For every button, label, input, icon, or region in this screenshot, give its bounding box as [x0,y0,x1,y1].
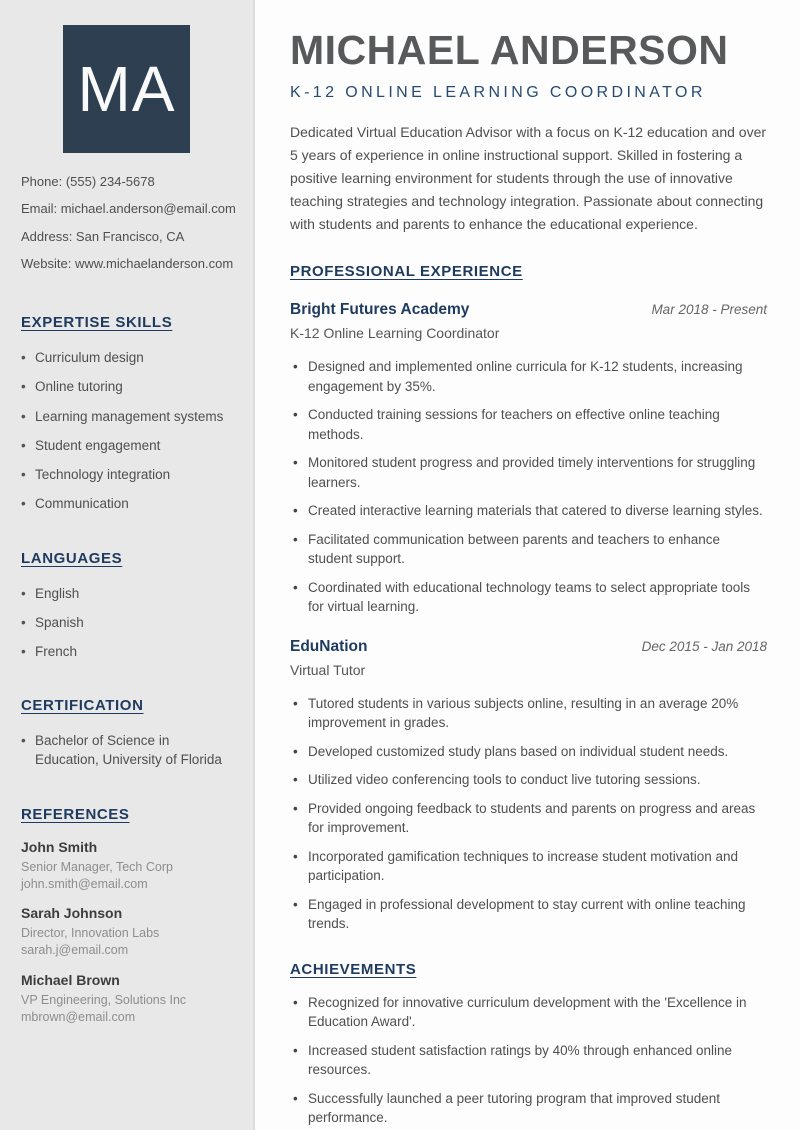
sidebar-heading-certification: CERTIFICATION [21,697,144,715]
certification-list [21,732,232,769]
candidate-title: K-12 ONLINE LEARNING COORDINATOR [290,84,706,101]
reference-name: John Smith [21,838,98,855]
language-item: • English [21,585,232,604]
job-bullet-list [290,357,767,617]
job-entry-edunation [290,638,767,934]
sidebar-heading-references: REFERENCES [21,805,130,823]
language-item: • French [21,643,232,662]
job-bullet: • Developed customized study plans based on individual student needs. [290,742,767,762]
sidebar-heading-languages: LANGUAGES [21,549,123,567]
reference-role: Senior Manager, Tech Corp [21,859,173,874]
skill-item: • Student engagement [21,437,232,456]
job-header [290,301,767,319]
job-bullet: • Conducted training sessions for teachers on effective online teaching methods. [290,405,767,444]
reference-entry [21,972,232,1026]
job-bullet: • Created interactive learning materials that catered to diverse learning styles. [290,501,767,521]
job-bullet-list [290,694,767,934]
job-bullet: • Utilized video conferencing tools to conduct live tutoring sessions. [290,770,767,790]
job-header [290,638,767,656]
company-name: EduNation [290,637,368,655]
contact-line: Website: www.michaelanderson.com [21,256,234,272]
certification-item: • Bachelor of Science in Education, University of Florida [21,732,232,769]
job-bullet: • Tutored students in various subjects online, resulting in an average 20% improvement in grades. [290,694,767,733]
reference-name: Michael Brown [21,972,120,989]
section-heading-professional-experience: PROFESSIONAL EXPERIENCE [290,263,523,280]
job-bullet: • Engaged in professional development to stay current with online teaching trends. [290,895,767,934]
contact-list [21,174,236,272]
job-role: K-12 Online Learning Coordinator [290,325,500,341]
skill-item: • Communication [21,495,232,514]
job-role: Virtual Tutor [290,661,366,678]
reference-name: Sarah Johnson [21,905,123,922]
job-bullet: • Facilitated communication between parents and teachers to enhance student support. [290,530,767,569]
language-item: • Spanish [21,614,232,633]
achievements-list [290,993,767,1128]
sidebar-heading-expertise-skills: EXPERTISE SKILLS [21,314,173,332]
languages-list [21,585,232,662]
expertise-skills-list [21,349,232,513]
reference-role: VP Engineering, Solutions Inc [21,993,187,1008]
job-bullet: • Coordinated with educational technology teams to select appropriate tools for virtual learning. [290,578,767,617]
job-dates: Dec 2015 - Jan 2018 [641,638,767,654]
sidebar [0,0,255,1130]
main-content [257,0,800,1130]
reference-entry [21,905,232,959]
reference-role: Director, Innovation Labs [21,926,160,941]
section-heading-achievements: ACHIEVEMENTS [290,960,417,978]
job-bullet: • Provided ongoing feedback to students and parents on progress and areas for improvement. [290,799,767,838]
contact-line: Address: San Francisco, CA [21,228,185,244]
job-entry-bright-futures [290,301,767,617]
reference-email: mbrown@email.com [21,1010,136,1024]
achievement-bullet: • Increased student satisfaction ratings by 40% through enhanced online resources. [290,1041,767,1080]
achievement-bullet: • Recognized for innovative curriculum development with the 'Excellence in Education Award'. [290,993,767,1032]
reference-email: john.smith@email.com [21,876,148,891]
contact-line: Phone: (555) 234-5678 [21,174,155,189]
skill-item: • Technology integration [21,466,232,485]
job-bullet: • Monitored student progress and provided timely interventions for struggling learners. [290,453,767,492]
company-name: Bright Futures Academy [290,301,470,318]
job-bullet: • Designed and implemented online curricula for K-12 students, increasing engagement by 35%. [290,357,767,396]
skill-item: • Curriculum design [21,349,232,368]
summary-paragraph: Dedicated Virtual Education Advisor with a focus on K-12 education and over 5 years of experience in online instructional support. Skilled in fostering a positive learning environment for students through the use of innovative teaching strategies and technology integration. Passionate about connecting with students and parents to enhance the educational experience. [290,124,767,232]
skill-item: • Learning management systems [21,408,232,427]
achievement-bullet: • Successfully launched a peer tutoring program that improved student performance. [290,1089,767,1128]
job-dates: Mar 2018 - Present [651,302,767,317]
monogram-avatar: MA [63,25,190,153]
skill-item: • Online tutoring [21,378,232,397]
candidate-name: MICHAEL ANDERSON [290,27,729,73]
job-bullet: • Incorporated gamification techniques to increase student motivation and participation. [290,847,767,886]
contact-line: Email: michael.anderson@email.com [21,201,236,217]
references-list [21,839,232,1026]
reference-email: sarah.j@email.com [21,943,129,958]
reference-entry [21,839,232,893]
